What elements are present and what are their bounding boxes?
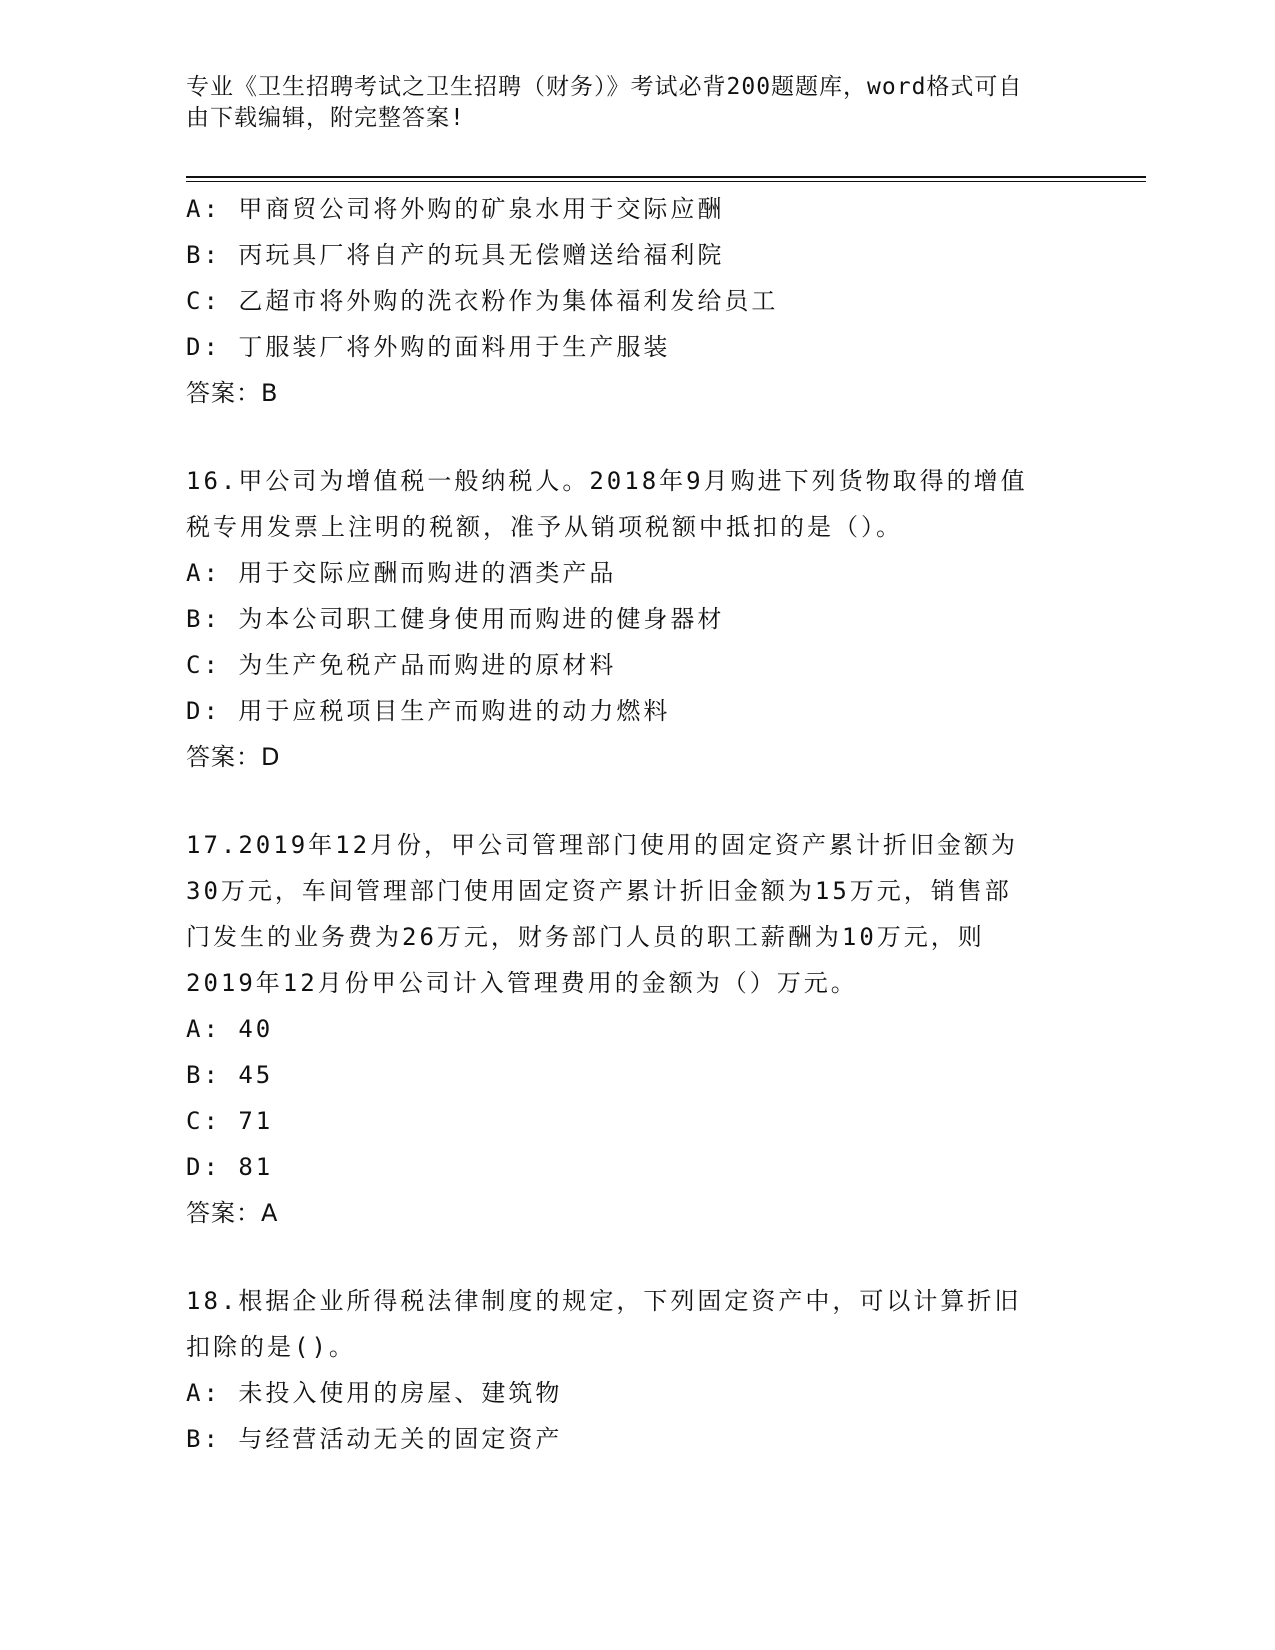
answer: 答案：B [186,379,279,407]
option-a: A: 40 [186,1015,274,1043]
option-b: B: 45 [186,1061,274,1089]
question-stem-line: 2019年12月份甲公司计入管理费用的金额为（）万元。 [186,969,858,997]
option-c: C: 71 [186,1107,274,1135]
document-header [186,72,1066,134]
question-15 [186,186,1086,416]
answer: 答案：D [186,743,281,771]
question-stem-line: 18.根据企业所得税法律制度的规定，下列固定资产中，可以计算折旧 [186,1287,1022,1315]
option-d: D: 81 [186,1153,274,1181]
question-18 [186,1278,1086,1462]
option-c: C: 为生产免税产品而购进的原材料 [186,651,617,679]
header-line-1: 专业《卫生招聘考试之卫生招聘（财务）》考试必背200题题库，word格式可自 [186,74,1023,100]
question-stem-line: 门发生的业务费为26万元，财务部门人员的职工薪酬为10万元，则 [186,923,985,951]
option-b: B: 丙玩具厂将自产的玩具无偿赠送给福利院 [186,241,725,269]
question-stem-line: 30万元，车间管理部门使用固定资产累计折旧金额为15万元，销售部 [186,877,1012,905]
option-a: A: 用于交际应酬而购进的酒类产品 [186,559,617,587]
spacer [186,780,1086,822]
question-content [186,186,1086,1462]
option-c: C: 乙超市将外购的洗衣粉作为集体福利发给员工 [186,287,779,315]
question-stem-line: 16.甲公司为增值税一般纳税人。2018年9月购进下列货物取得的增值 [186,467,1028,495]
question-stem-line: 税专用发票上注明的税额，准予从销项税额中抵扣的是（）。 [186,513,903,541]
spacer [186,416,1086,458]
question-16 [186,458,1086,780]
answer: 答案：A [186,1199,279,1227]
option-b: B: 与经营活动无关的固定资产 [186,1425,563,1453]
header-rule-thick [186,176,1146,178]
option-a: A: 未投入使用的房屋、建筑物 [186,1379,563,1407]
option-a: A: 甲商贸公司将外购的矿泉水用于交际应酬 [186,195,725,223]
option-d: D: 丁服装厂将外购的面料用于生产服装 [186,333,671,361]
question-stem-line: 扣除的是()。 [186,1333,356,1361]
option-b: B: 为本公司职工健身使用而购进的健身器材 [186,605,725,633]
option-d: D: 用于应税项目生产而购进的动力燃料 [186,697,671,725]
question-17 [186,822,1086,1236]
header-line-2: 由下载编辑，附完整答案! [186,105,465,131]
question-stem-line: 17.2019年12月份，甲公司管理部门使用的固定资产累计折旧金额为 [186,831,1019,859]
spacer [186,1236,1086,1278]
header-rule-thin [186,181,1146,182]
